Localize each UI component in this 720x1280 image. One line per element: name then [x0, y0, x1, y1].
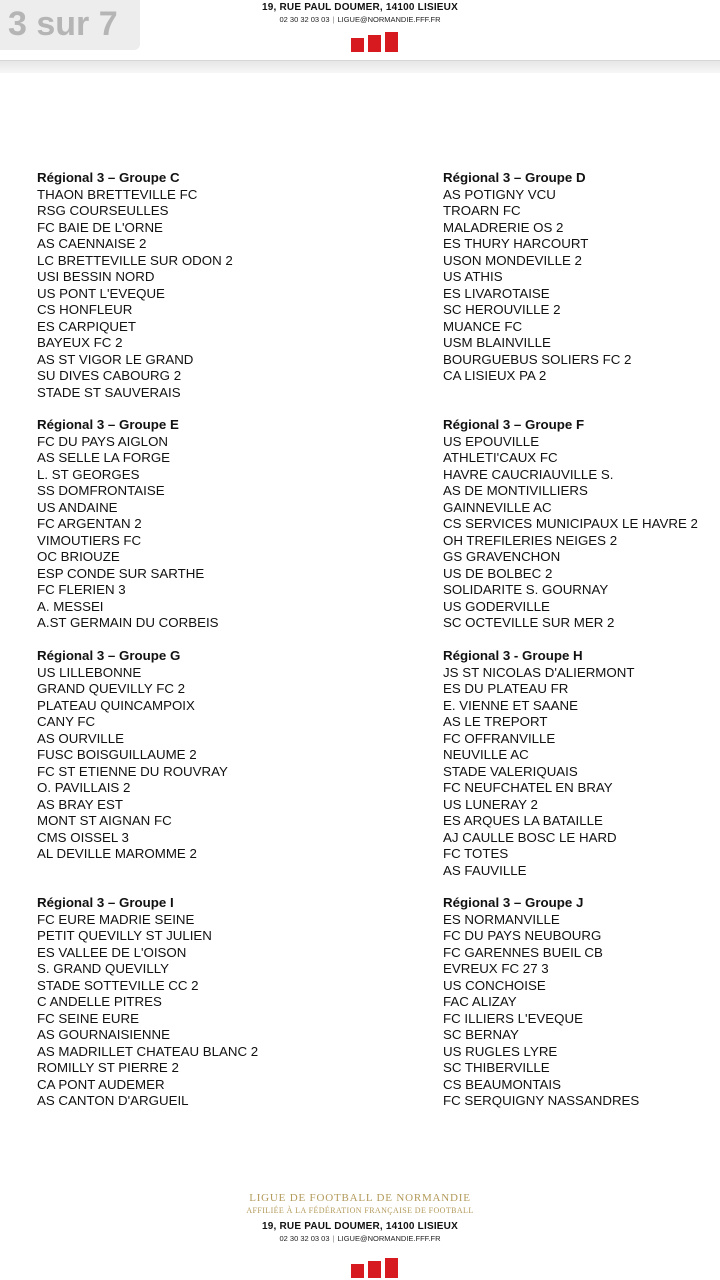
team-item: FC TOTES — [443, 846, 509, 861]
team-item: MUANCE FC — [443, 318, 523, 334]
group-title: Régional 3 – Groupe D — [443, 170, 586, 185]
team-item: FC ST ETIENNE DU ROUVRAY — [37, 763, 228, 779]
team-item: O. PAVILLAIS 2 — [37, 780, 131, 795]
team-item: ROMILLY ST PIERRE 2 — [37, 1060, 179, 1075]
team-item: FC SERQUIGNY NASSANDRES — [443, 1093, 640, 1108]
footer-block — [0, 1192, 720, 1243]
team-item: STADE SOTTEVILLE CC 2 — [37, 977, 199, 993]
team-item: AS GOURNAISIENNE — [37, 1027, 170, 1042]
team-item: CS HONFLEUR — [37, 302, 133, 317]
team-item: FC OFFRANVILLE — [443, 730, 556, 746]
footer-contact — [0, 1234, 720, 1243]
team-item: A.ST GERMAIN DU CORBEIS — [37, 615, 219, 630]
header-address: 19, RUE PAUL DOUMER, 14100 LISIEUX — [262, 2, 458, 13]
team-item: CA LISIEUX PA 2 — [443, 368, 547, 383]
team-item: PETIT QUEVILLY ST JULIEN — [37, 928, 212, 943]
team-item: ES NORMANVILLE — [443, 911, 560, 927]
team-item: AJ CAULLE BOSC LE HARD — [443, 829, 617, 845]
team-item: FC DU PAYS AIGLON — [37, 433, 169, 449]
team-item: CS BEAUMONTAIS — [443, 1076, 561, 1092]
group-c — [37, 170, 233, 401]
group-title: Régional 3 – Groupe C — [37, 170, 180, 185]
header-email: LIGUE@NORMANDIE.FFF.FR — [337, 15, 441, 24]
group-title: Régional 3 – Groupe G — [37, 648, 181, 663]
group-i — [37, 895, 258, 1110]
team-list — [443, 912, 639, 1110]
team-item: HAVRE CAUCRIAUVILLE S. — [443, 466, 614, 482]
team-item: AS BRAY EST — [37, 796, 123, 812]
team-list — [443, 665, 634, 880]
team-item: US ATHIS — [443, 269, 503, 284]
team-item: SC OCTEVILLE SUR MER 2 — [443, 615, 615, 630]
team-item: FC SEINE EURE — [37, 1010, 139, 1026]
team-item: US DE BOLBEC 2 — [443, 565, 553, 581]
team-item: SC BERNAY — [443, 1027, 519, 1042]
team-item: US EPOUVILLE — [443, 433, 540, 449]
group-d — [443, 170, 631, 385]
team-item: BOURGUEBUS SOLIERS FC 2 — [443, 351, 632, 367]
team-item: VIMOUTIERS FC — [37, 532, 142, 548]
team-item: GAINNEVILLE AC — [443, 499, 552, 515]
team-item: FC NEUFCHATEL EN BRAY — [443, 780, 613, 795]
team-item: E. VIENNE ET SAANE — [443, 697, 578, 713]
team-item: EVREUX FC 27 3 — [443, 961, 549, 976]
team-item: FC ILLIERS L'EVEQUE — [443, 1010, 583, 1026]
header-separator: | — [332, 15, 335, 24]
team-item: GRAND QUEVILLY FC 2 — [37, 681, 186, 696]
team-list — [37, 187, 233, 402]
team-item: RSG COURSEULLES — [37, 203, 169, 218]
team-item: C ANDELLE PITRES — [37, 994, 162, 1009]
group-title: Régional 3 – Groupe F — [443, 417, 585, 432]
team-item: US CONCHOISE — [443, 977, 546, 993]
team-item: AS OURVILLE — [37, 730, 124, 746]
team-item: ES CARPIQUET — [37, 318, 137, 334]
team-item: ES LIVAROTAISE — [443, 285, 550, 301]
team-item: THAON BRETTEVILLE FC — [37, 186, 198, 202]
team-item: FC EURE MADRIE SEINE — [37, 911, 195, 927]
team-item: US PONT L'EVEQUE — [37, 285, 165, 301]
team-item: AS POTIGNY VCU — [443, 186, 556, 202]
team-item: AS FAUVILLE — [443, 862, 527, 878]
team-item: FC DU PAYS NEUBOURG — [443, 928, 602, 943]
team-item: SC HEROUVILLE 2 — [443, 302, 561, 317]
team-item: STADE ST SAUVERAIS — [37, 384, 181, 400]
footer-affiliation: AFFILIÉE À LA FÉDÉRATION FRANÇAISE DE FOOTBALL — [246, 1206, 474, 1215]
team-list — [37, 912, 258, 1110]
footer-email: LIGUE@NORMANDIE.FFF.FR — [337, 1234, 441, 1243]
team-item: AS MADRILLET CHATEAU BLANC 2 — [37, 1043, 259, 1059]
group-j — [443, 895, 639, 1110]
team-item: USI BESSIN NORD — [37, 269, 155, 284]
team-item: ES VALLEE DE L'OISON — [37, 944, 187, 960]
page-separator — [0, 60, 720, 73]
team-item: JS ST NICOLAS D'ALIERMONT — [443, 664, 635, 680]
team-item: AS CANTON D'ARGUEIL — [37, 1093, 189, 1108]
team-item: STADE VALERIQUAIS — [443, 763, 578, 779]
team-item: SC THIBERVILLE — [443, 1060, 550, 1075]
team-item: FAC ALIZAY — [443, 994, 517, 1009]
team-item: MALADRERIE OS 2 — [443, 219, 564, 235]
group-f — [443, 417, 698, 632]
group-h — [443, 648, 634, 879]
team-item: OC BRIOUZE — [37, 549, 120, 564]
team-item: ATHLETI'CAUX FC — [443, 450, 558, 465]
team-item: L. ST GEORGES — [37, 466, 140, 482]
team-item: BAYEUX FC 2 — [37, 335, 123, 350]
team-item: AS ST VIGOR LE GRAND — [37, 351, 194, 367]
team-item: US LILLEBONNE — [37, 664, 142, 680]
header-phone: 02 30 32 03 03 — [279, 15, 330, 24]
group-title: Régional 3 – Groupe J — [443, 895, 584, 910]
team-item: ES THURY HARCOURT — [443, 236, 589, 251]
team-item: CMS OISSEL 3 — [37, 829, 129, 845]
team-item: SOLIDARITE S. GOURNAY — [443, 582, 609, 597]
team-list — [443, 187, 631, 385]
team-item: AS CAENNAISE 2 — [37, 236, 147, 251]
group-g — [37, 648, 228, 863]
team-item: MONT ST AIGNAN FC — [37, 813, 172, 828]
team-item: S. GRAND QUEVILLY — [37, 961, 170, 976]
team-item: NEUVILLE AC — [443, 747, 529, 762]
team-item: AS LE TREPORT — [443, 714, 548, 729]
footer-phone: 02 30 32 03 03 — [279, 1234, 330, 1243]
team-list — [37, 434, 219, 632]
team-item: OH TREFILERIES NEIGES 2 — [443, 532, 618, 548]
team-item: LC BRETTEVILLE SUR ODON 2 — [37, 252, 233, 268]
league-logo-icon — [351, 32, 399, 52]
team-list — [443, 434, 698, 632]
team-item: SU DIVES CABOURG 2 — [37, 368, 182, 383]
team-item: CA PONT AUDEMER — [37, 1076, 165, 1092]
team-item: AS SELLE LA FORGE — [37, 450, 171, 465]
team-item: FUSC BOISGUILLAUME 2 — [37, 747, 197, 762]
footer-separator: | — [332, 1234, 335, 1243]
page-counter: 3 sur 7 — [0, 0, 140, 50]
team-item: A. MESSEI — [37, 598, 104, 614]
team-item: PLATEAU QUINCAMPOIX — [37, 697, 195, 713]
team-item: USM BLAINVILLE — [443, 335, 551, 350]
team-item: FC GARENNES BUEIL CB — [443, 944, 603, 960]
team-item: AL DEVILLE MAROMME 2 — [37, 846, 197, 861]
team-item: US RUGLES LYRE — [443, 1043, 558, 1059]
team-item: CANY FC — [37, 714, 96, 729]
group-title: Régional 3 – Groupe I — [37, 895, 174, 910]
team-item: USON MONDEVILLE 2 — [443, 252, 582, 268]
team-item: TROARN FC — [443, 203, 521, 218]
team-item: US GODERVILLE — [443, 598, 550, 614]
group-title: Régional 3 – Groupe E — [37, 417, 179, 432]
team-item: FC FLERIEN 3 — [37, 582, 126, 597]
team-item: US LUNERAY 2 — [443, 796, 538, 812]
group-e — [37, 417, 219, 632]
team-item: ESP CONDE SUR SARTHE — [37, 565, 205, 581]
team-item: US ANDAINE — [37, 499, 118, 515]
team-item: ES DU PLATEAU FR — [443, 681, 569, 696]
page-footer — [0, 1176, 720, 1280]
footer-address: 19, RUE PAUL DOUMER, 14100 LISIEUX — [262, 1221, 458, 1232]
team-item: GS GRAVENCHON — [443, 549, 561, 564]
footer-league-name: LIGUE DE FOOTBALL DE NORMANDIE — [249, 1192, 471, 1204]
footer-logo-icon — [351, 1258, 399, 1278]
group-title: Régional 3 - Groupe H — [443, 648, 583, 663]
team-item: ES ARQUES LA BATAILLE — [443, 813, 603, 828]
team-item: FC ARGENTAN 2 — [37, 516, 142, 531]
team-item: AS DE MONTIVILLIERS — [443, 483, 588, 498]
team-item: FC BAIE DE L'ORNE — [37, 219, 163, 235]
team-item: CS SERVICES MUNICIPAUX LE HAVRE 2 — [443, 516, 698, 531]
team-list — [37, 665, 228, 863]
team-item: SS DOMFRONTAISE — [37, 483, 165, 498]
